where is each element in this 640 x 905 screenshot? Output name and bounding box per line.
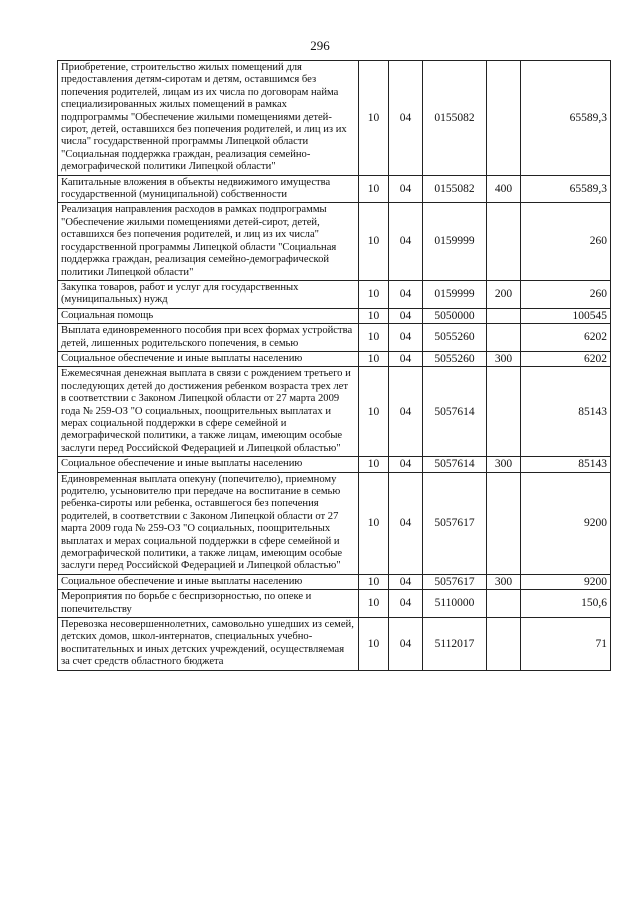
row-name: Реализация направления расходов в рамках подпрограммы "Обеспечение жилыми помещениями детей-сирот, детей, оставшихся без попечения родителей, и лиц из их числа" государственной программы Липецкой области "Социальная поддержка граждан, реализация семейно-демографической политики Липецкой области" bbox=[58, 203, 359, 280]
row-name: Ежемесячная денежная выплата в связи с рождением третьего и последующих детей до достижения ребенком возраста трех лет в соответствии с Законом Липецкой области от 27 марта 2009 года № 259-ОЗ "О социальных, поощрительных выплатах и мерах социальной поддержки в сфере семейной и демографической политики, а также лицам, имеющим особые заслуги перед Российской Федерацией и Липецкой областью" bbox=[58, 367, 359, 457]
row-expense-type bbox=[487, 618, 521, 671]
row-section: 10 bbox=[359, 367, 389, 457]
row-subsection: 04 bbox=[389, 574, 423, 589]
row-target-article: 0159999 bbox=[423, 203, 487, 280]
row-section: 10 bbox=[359, 175, 389, 203]
row-expense-type: 300 bbox=[487, 457, 521, 472]
row-target-article: 5110000 bbox=[423, 590, 487, 618]
row-name: Единовременная выплата опекуну (попечителю), приемному родителю, усыновителю при передаче на воспитание в семью ребенка-сироты или ребенка, оставшегося без попечения родителей, в соответствии с Законом Липецкой области от 27 марта 2009 года № 259-ОЗ "О социальных, поощрительных выплатах и мерах социальной поддержки в сфере семейной и демографической политики, а также лицам, имеющим особые заслуги перед Российской Федерацией и Липецкой областью" bbox=[58, 472, 359, 574]
row-target-article: 5057614 bbox=[423, 367, 487, 457]
row-expense-type bbox=[487, 590, 521, 618]
table-row bbox=[58, 590, 611, 618]
row-expense-type: 400 bbox=[487, 175, 521, 203]
row-name: Приобретение, строительство жилых помещений для предоставления детям-сиротам и детям, оставшимся без попечения родителей, лицам из их числа по договорам найма специализированных жилых помещений в рамках подпрограммы "Обеспечение жилыми помещениями детей-сирот, детей, оставшихся без попечения родителей, и лиц из их числа" государственной программы Липецкой области "Социальная поддержка граждан, реализация семейно-демографической политики Липецкой области" bbox=[58, 61, 359, 176]
table-row bbox=[58, 472, 611, 574]
table-row bbox=[58, 618, 611, 671]
table-row bbox=[58, 367, 611, 457]
row-section: 10 bbox=[359, 472, 389, 574]
row-subsection: 04 bbox=[389, 175, 423, 203]
row-expense-type bbox=[487, 308, 521, 323]
row-subsection: 04 bbox=[389, 351, 423, 366]
row-section: 10 bbox=[359, 324, 389, 352]
row-subsection: 04 bbox=[389, 618, 423, 671]
row-name: Выплата единовременного пособия при всех формах устройства детей, лишенных родительского попечения, в семью bbox=[58, 324, 359, 352]
row-name: Мероприятия по борьбе с беспризорностью, по опеке и попечительству bbox=[58, 590, 359, 618]
row-expense-type: 300 bbox=[487, 574, 521, 589]
row-section: 10 bbox=[359, 457, 389, 472]
row-section: 10 bbox=[359, 618, 389, 671]
row-name: Закупка товаров, работ и услуг для государственных (муниципальных) нужд bbox=[58, 280, 359, 308]
row-subsection: 04 bbox=[389, 590, 423, 618]
row-target-article: 5055260 bbox=[423, 351, 487, 366]
row-name: Социальное обеспечение и иные выплаты населению bbox=[58, 351, 359, 366]
budget-table-body bbox=[58, 61, 611, 671]
table-row bbox=[58, 457, 611, 472]
row-name: Капитальные вложения в объекты недвижимого имущества государственной (муниципальной) собственности bbox=[58, 175, 359, 203]
row-name: Социальная помощь bbox=[58, 308, 359, 323]
row-section: 10 bbox=[359, 280, 389, 308]
row-subsection: 04 bbox=[389, 367, 423, 457]
row-subsection: 04 bbox=[389, 472, 423, 574]
table-row bbox=[58, 574, 611, 589]
budget-table bbox=[57, 60, 611, 671]
row-amount: 65589,3 bbox=[521, 61, 611, 176]
row-expense-type bbox=[487, 367, 521, 457]
row-subsection: 04 bbox=[389, 203, 423, 280]
row-amount: 85143 bbox=[521, 457, 611, 472]
table-row bbox=[58, 61, 611, 176]
row-expense-type bbox=[487, 324, 521, 352]
row-amount: 9200 bbox=[521, 472, 611, 574]
table-row bbox=[58, 351, 611, 366]
row-target-article: 0155082 bbox=[423, 61, 487, 176]
row-section: 10 bbox=[359, 61, 389, 176]
row-amount: 85143 bbox=[521, 367, 611, 457]
table-row bbox=[58, 280, 611, 308]
row-subsection: 04 bbox=[389, 280, 423, 308]
row-target-article: 0155082 bbox=[423, 175, 487, 203]
table-row bbox=[58, 203, 611, 280]
row-amount: 260 bbox=[521, 203, 611, 280]
row-section: 10 bbox=[359, 574, 389, 589]
row-expense-type bbox=[487, 472, 521, 574]
row-expense-type bbox=[487, 61, 521, 176]
row-amount: 6202 bbox=[521, 351, 611, 366]
page-number: 296 bbox=[310, 38, 330, 53]
row-target-article: 5055260 bbox=[423, 324, 487, 352]
row-subsection: 04 bbox=[389, 324, 423, 352]
row-amount: 150,6 bbox=[521, 590, 611, 618]
row-expense-type: 200 bbox=[487, 280, 521, 308]
row-target-article: 5050000 bbox=[423, 308, 487, 323]
row-target-article: 5057614 bbox=[423, 457, 487, 472]
row-subsection: 04 bbox=[389, 457, 423, 472]
row-name: Социальное обеспечение и иные выплаты населению bbox=[58, 574, 359, 589]
row-amount: 71 bbox=[521, 618, 611, 671]
row-amount: 6202 bbox=[521, 324, 611, 352]
row-name: Перевозка несовершеннолетних, самовольно ушедших из семей, детских домов, школ-интернатов, специальных учебно-воспитательных и иных детских учреждений, осуществляемая за счет средств областного бюджета bbox=[58, 618, 359, 671]
row-section: 10 bbox=[359, 351, 389, 366]
row-expense-type bbox=[487, 203, 521, 280]
row-section: 10 bbox=[359, 590, 389, 618]
row-target-article: 5057617 bbox=[423, 472, 487, 574]
row-subsection: 04 bbox=[389, 61, 423, 176]
table-row bbox=[58, 175, 611, 203]
row-target-article: 5057617 bbox=[423, 574, 487, 589]
row-section: 10 bbox=[359, 308, 389, 323]
row-section: 10 bbox=[359, 203, 389, 280]
row-subsection: 04 bbox=[389, 308, 423, 323]
row-amount: 100545 bbox=[521, 308, 611, 323]
table-row bbox=[58, 308, 611, 323]
row-amount: 260 bbox=[521, 280, 611, 308]
row-name: Социальное обеспечение и иные выплаты населению bbox=[58, 457, 359, 472]
row-target-article: 0159999 bbox=[423, 280, 487, 308]
row-amount: 9200 bbox=[521, 574, 611, 589]
row-target-article: 5112017 bbox=[423, 618, 487, 671]
row-amount: 65589,3 bbox=[521, 175, 611, 203]
row-expense-type: 300 bbox=[487, 351, 521, 366]
table-row bbox=[58, 324, 611, 352]
